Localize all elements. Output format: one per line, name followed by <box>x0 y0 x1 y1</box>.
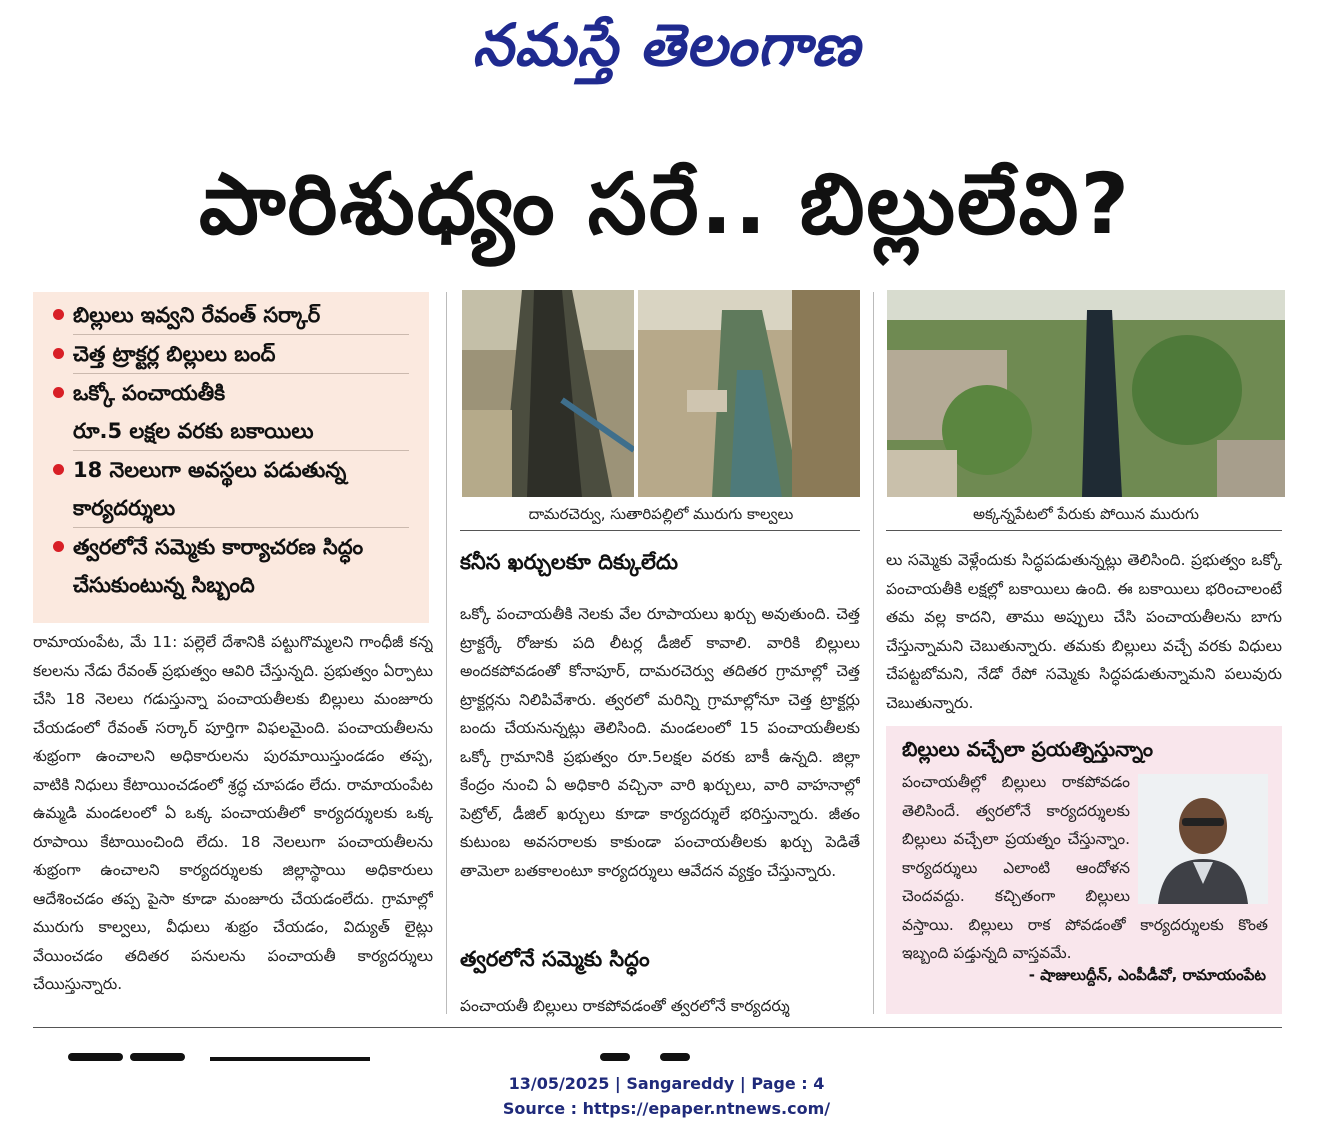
photo-caption-1: దామరచెర్వు, సుతారిపల్లిలో మురుగు కాల్వలు <box>528 505 794 523</box>
page-bottom-rule <box>33 1027 1282 1028</box>
drain-photo-image <box>462 290 860 497</box>
person-portrait-icon <box>1138 774 1268 904</box>
article-column-2: ఒక్కో పంచాయతీకి నెలకు వేల రూపాయలు ఖర్చు అవుతుంది. చెత్త ట్రాక్టర్కే రోజుకు పది లీటర్ల డీజిల్ కావాలి. వారికి బిల్లులు అందకపోవడంతో కోనాపూర్, దామరచెర్వు తదితర గ్రామాల్లో చెత్త ట్రాక్టర్లను నిలిపివేశారు. త్వరలో మరిన్ని గ్రామాల్లోనూ చెత్త ట్రాక్టర్లు బందు చేయనున్నట్లు తెలిసింది. మండలంలో 15 పంచాయతీలకు ఒక్కో గ్రామానికి ప్రభుత్వం రూ.5లక్షల వరకు బాకీ ఉన్నది. జిల్లా కేంద్రం నుంచి ఏ అధికారి వచ్చినా వారి ఖర్చులు, వారి వాహనాల్లో పెట్రోల్, డీజిల్ ఖర్చులు కూడా కార్యదర్శులే భరిస్తున్నారు. జీతం కుటుంబ అవసరాలకు కాకుండా పంచాయతీలకు ఖర్చు పెడితే తామెలా బతకాలంటూ కార్యదర్శులు ఆవేదన వ్యక్తం చేస్తున్నారు. <box>460 605 860 880</box>
section-rule <box>886 530 1282 531</box>
bullet-dot-icon <box>53 387 64 398</box>
bullet-summary-box <box>33 292 429 623</box>
photo-drains-1 <box>462 290 860 497</box>
bullet-dot-icon <box>53 464 64 475</box>
bullet-item: ఒక్కో పంచాయతీకి రూ.5 లక్షల వరకు బకాయిలు <box>33 374 429 451</box>
article-column-1: రామాయంపేట, మే 11: పల్లెలే దేశానికి పట్టుగొమ్మలని గాంధీజీ కన్న కలలను నేడు రేవంత్ ప్రభుత్వం ఆవిరి చేస్తున్నది. ప్రభుత్వం ఏర్పాటు చేసి 18 నెలలు గడుస్తున్నా పంచాయతీలకు బిల్లులు మంజూరు చేయడంలో రేవంత్ సర్కార్ పూర్తిగా విఫలమైంది. పంచాయతీలను శుభ్రంగా ఉంచాలని అధికారులను పురమాయిస్తుండడం తప్ప, వాటికి నిధులు కేటాయించడంలో శ్రద్ధ చూపడం లేదు. రామాయంపేట ఉమ్మడి మండలంలో ఏ ఒక్క పంచాయతీలో కార్యదర్శులకు ఒక్క రూపాయి కేటాయించింది లేదు. 18 నెలలుగా పంచాయతీలను శుభ్రంగా ఉంచాలని కార్యదర్శులకు జిల్లాస్థాయి అధికారులు ఆదేశించడం తప్ప పైసా కూడా మంజూరు చేయడంలేదు. గ్రామాల్లో మురుగు కాల్వలు, వీధులు శుభ్రం చేయడం, విద్యుత్ లైట్లు వేయించడం తదితర పనులను పంచాయతీ కార్యదర్శులు చేయిస్తున్నారు. <box>33 633 433 993</box>
bullet-dot-icon <box>53 541 64 552</box>
official-quote-box <box>886 726 1282 1014</box>
article-column-2-cont: పంచాయతీ బిల్లులు రాకపోవడంతో త్వరలోనే కార్యదర్శు <box>460 997 790 1015</box>
photo-drains-2 <box>887 290 1285 497</box>
official-photo <box>1138 774 1268 904</box>
bullet-item: చెత్త ట్రాక్టర్ల బిల్లులు బంద్ <box>33 335 429 374</box>
masthead-logo: నమస్తే తెలంగాణ <box>472 11 861 79</box>
bullet-dot-icon <box>53 348 64 359</box>
bullet-item: బిల్లులు ఇవ్వని రేవంత్ సర్కార్ <box>33 296 429 335</box>
section-rule <box>460 530 860 531</box>
cropped-headline-glyphs <box>60 1051 700 1061</box>
column-divider <box>446 292 447 1014</box>
bullet-dot-icon <box>53 309 64 320</box>
page-footer <box>0 1071 1333 1121</box>
bullet-item: త్వరలోనే సమ్మెకు కార్యాచరణ సిద్ధం చేసుకుంటున్న సిబ్బంది <box>33 528 429 604</box>
footer-date-edition: 13/05/2025 | Sangareddy | Page : 4 <box>508 1074 825 1093</box>
quote-text <box>902 768 1268 964</box>
sewage-photo-image <box>887 290 1285 497</box>
photo-caption-2: అక్కన్నపేటలో పేరుకు పోయిన మురుగు <box>973 505 1199 523</box>
column-divider <box>873 292 874 1014</box>
subhead-expenses: కనీస ఖర్చులకూ దిక్కులేదు <box>460 550 678 574</box>
subhead-strike: త్వరలోనే సమ్మెకు సిద్ధం <box>460 947 650 971</box>
article-column-3: లు సమ్మెకు వెళ్లేందుకు సిద్ధపడుతున్నట్లు తెలిసింది. ప్రభుత్వం ఒక్కో పంచాయతీకి లక్షల్లో బకాయిలు ఉంది. ఈ బకాయిలు భరించాలంటే తమ వల్ల కాదని, తాము అప్పులు చేసి పంచాయతీలను బాగు చేస్తున్నామని చెబుతున్నారు. తమకు బిల్లులు వచ్చే వరకు విధులు చేపట్టబోమని, నేడో రేపో సమ్మెకు సిద్ధపడుతున్నామని పలువురు చెబుతున్నారు. <box>886 551 1282 712</box>
headline: పారిశుధ్యం సరే.. బిల్లులేవి? <box>198 155 1132 253</box>
next-headline-fragment <box>60 1046 700 1056</box>
quote-attribution: - షాజులుద్దీన్, ఎంపీడీవో, రామాయంపేట <box>1028 966 1266 984</box>
bullet-item: 18 నెలలుగా అవస్థలు పడుతున్న కార్యదర్శులు <box>33 451 429 528</box>
quote-title: బిల్లులు వచ్చేలా ప్రయత్నిస్తున్నాం <box>902 737 1154 761</box>
footer-source-link[interactable]: Source : https://epaper.ntnews.com/ <box>502 1099 831 1118</box>
quote-body: పంచాయతీల్లో బిల్లులు రాకపోవడం తెలిసిందే. త్వరలోనే కార్యదర్శులకు బిల్లులు వచ్చేలా ప్రయత్నం చేస్తున్నాం. కార్యదర్శులు ఎలాంటి ఆందోళన చెందవద్దు. కచ్చితంగా బిల్లులు వస్తాయి. బిల్లులు రాక పోవడంతో కార్యదర్శులకు కొంత ఇబ్బంది పడ్తున్నది వాస్తవమే. <box>902 773 1268 962</box>
